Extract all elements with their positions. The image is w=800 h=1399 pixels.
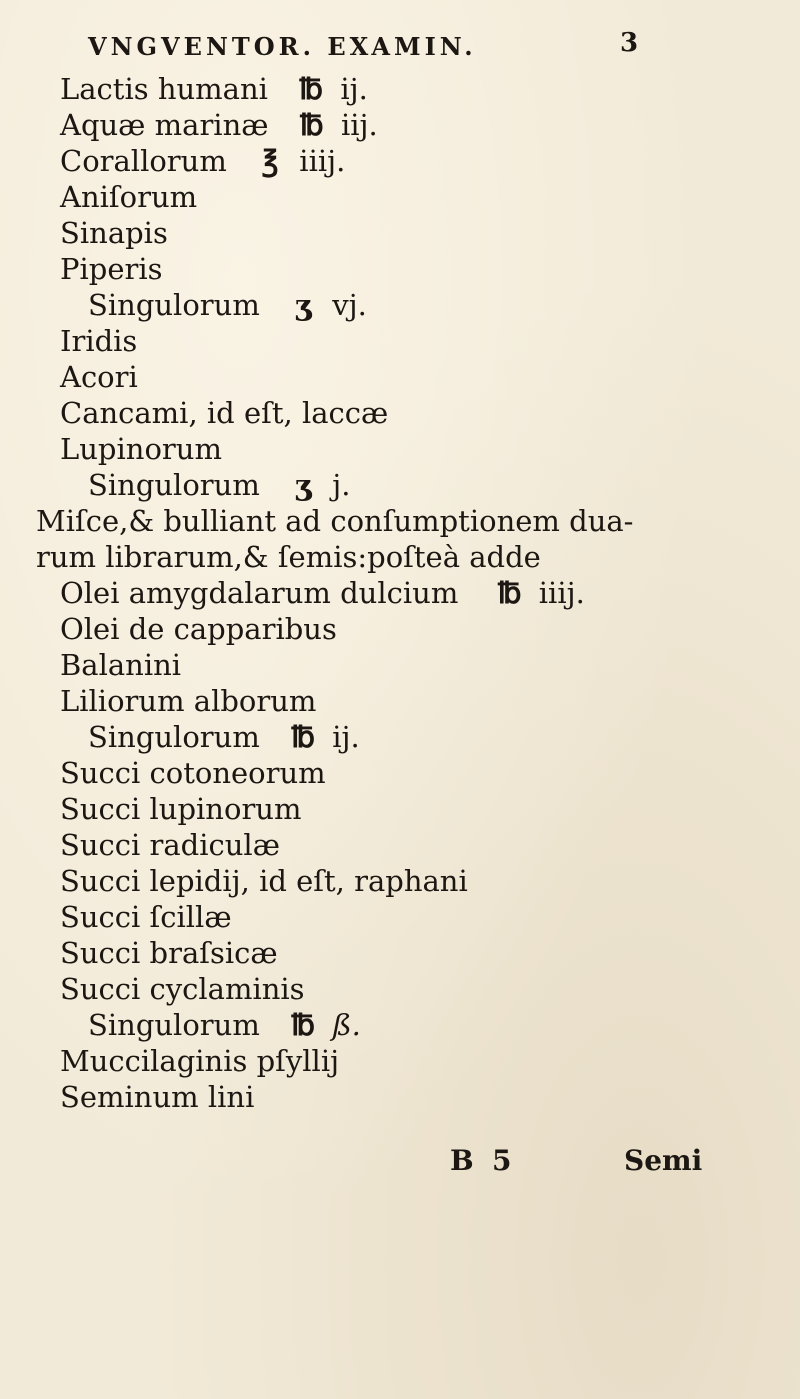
text-line: Lupinorum: [60, 432, 222, 466]
pound-symbol: ℔: [299, 108, 324, 142]
text-line: Seminum lini: [60, 1080, 255, 1114]
text-line: Olei de capparibus: [60, 612, 337, 646]
text-line: Aniſorum: [60, 180, 198, 214]
text-line: Liliorum alborum: [60, 684, 317, 718]
text-line: Succi lepidij, id eſt, raphani: [60, 864, 468, 898]
signature-mark: B: [450, 1144, 474, 1177]
text-line: Olei amygdalarum dulcium ℔ iiij.: [60, 576, 585, 610]
text-line: Acori: [60, 360, 138, 394]
text-line: Piperis: [60, 252, 163, 286]
text-line: Cancami, id eſt, laccæ: [60, 396, 389, 430]
text-line: Corallorum ℥ iiij.: [60, 144, 346, 178]
text-line: Balanini: [60, 648, 182, 682]
text-line: rum librarum,& ſemis:poſteà adde: [36, 540, 541, 574]
catchword: Semi: [624, 1144, 703, 1177]
dram-symbol: ʒ: [294, 288, 312, 322]
text-line: Aquæ marinæ ℔ iij.: [60, 108, 378, 142]
text-line: Iridis: [60, 324, 138, 358]
ounce-symbol: ℥: [261, 144, 279, 178]
text-line: Succi ſcillæ: [60, 900, 232, 934]
text-line: Singulorum ʒ j.: [88, 468, 351, 502]
text-line: Succi braſsicæ: [60, 936, 278, 970]
text-line: Succi radiculæ: [60, 828, 280, 862]
text-line: Succi cyclaminis: [60, 972, 305, 1006]
text-line: Lactis humani ℔ ij.: [60, 72, 368, 106]
folio-number: 3: [620, 28, 639, 58]
text-line: Muccilaginis pſyllij: [60, 1044, 340, 1078]
dram-symbol: ʒ: [294, 468, 312, 502]
pound-symbol: ℔: [291, 720, 315, 754]
text-line: Singulorum ℔ ß.: [88, 1008, 361, 1042]
pound-symbol: ℔: [299, 72, 323, 106]
text-line: Singulorum ʒ vj.: [88, 288, 367, 322]
text-line: Singulorum ℔ ij.: [88, 720, 360, 754]
pound-symbol: ℔: [497, 576, 522, 610]
text-line: Succi lupinorum: [60, 792, 302, 826]
pound-symbol: ℔: [291, 1008, 315, 1042]
text-line: Miſce,& bulliant ad conſumptionem dua-: [36, 504, 634, 538]
text-line: Sinapis: [60, 216, 168, 250]
running-head: VNGVENTOR. EXAMIN.: [88, 32, 477, 61]
text-line: Succi cotoneorum: [60, 756, 326, 790]
signature-number: 5: [492, 1144, 512, 1177]
